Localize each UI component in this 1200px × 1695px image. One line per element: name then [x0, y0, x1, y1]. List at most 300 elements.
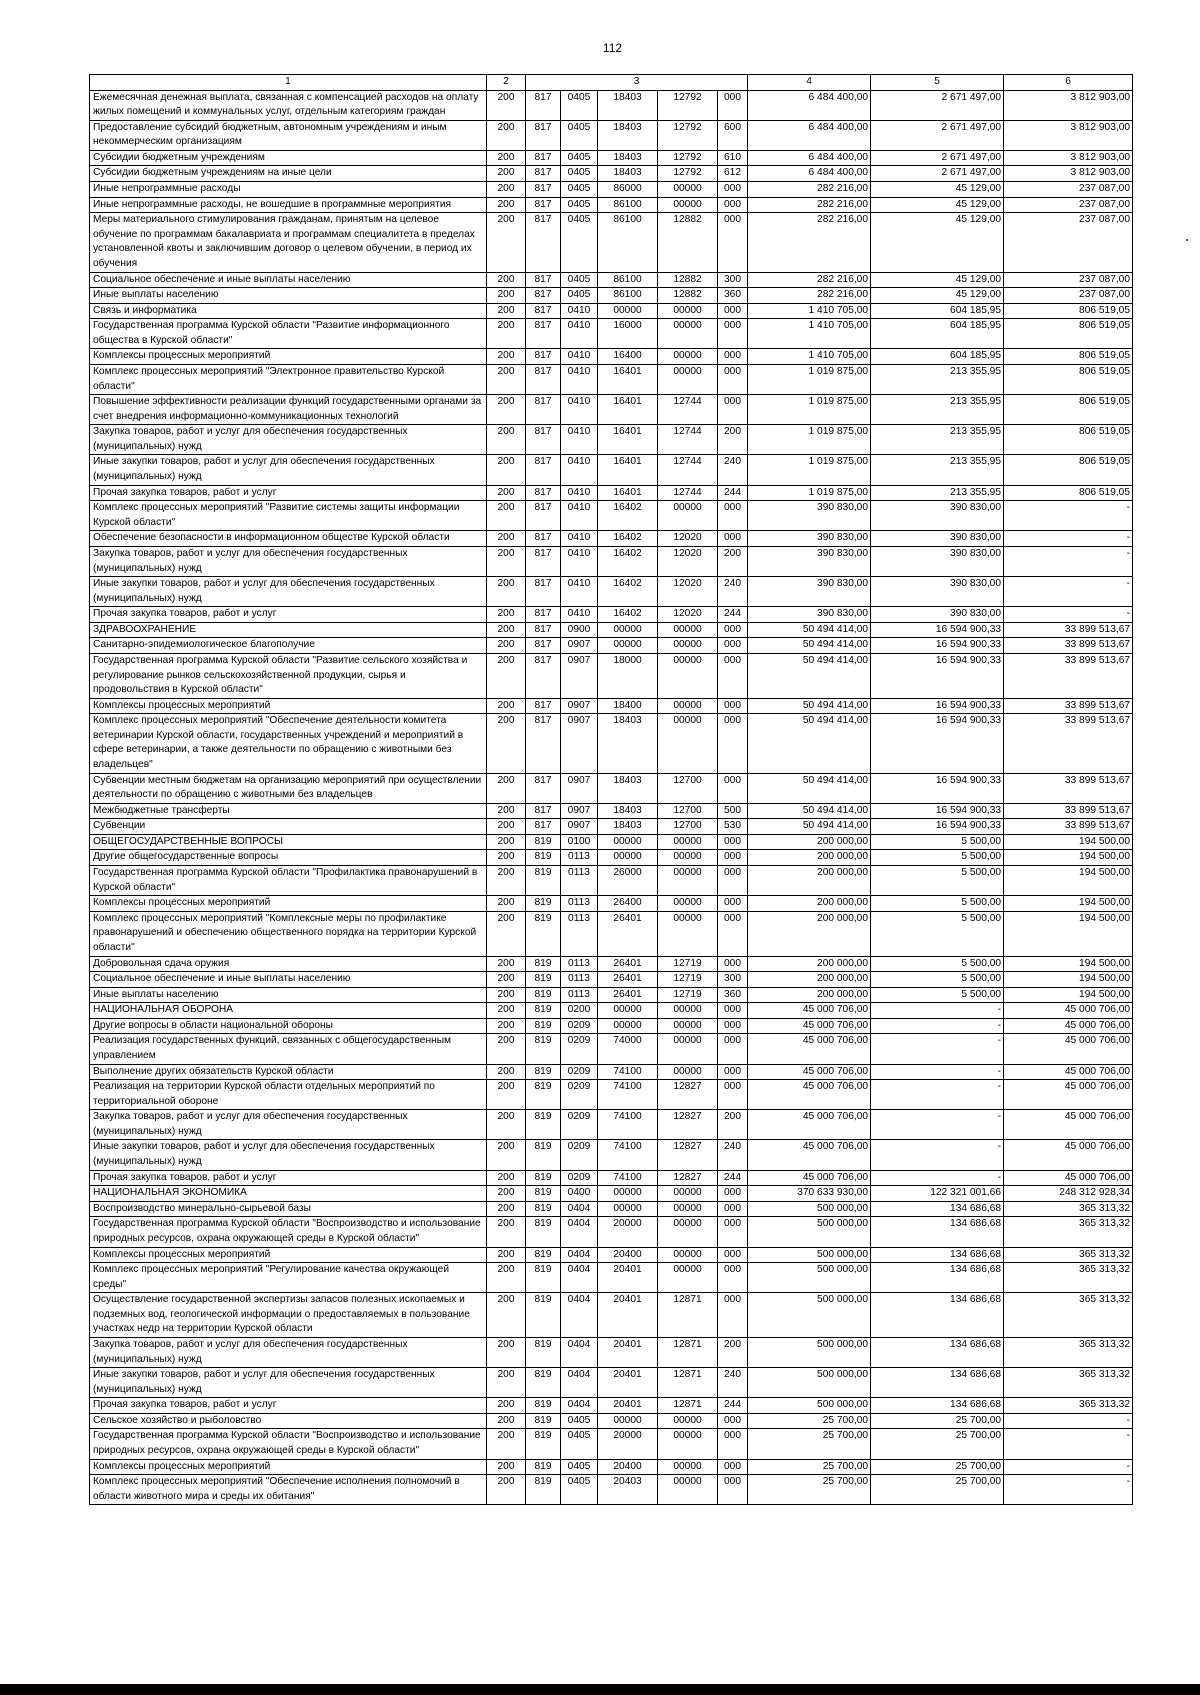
subsection-code-cell: 0113	[561, 956, 598, 972]
executed-amount-cell: 5 500,00	[871, 972, 1004, 988]
program-code-cell: 18403	[598, 120, 658, 150]
section-code-cell: 200	[487, 1003, 526, 1019]
approved-amount-cell: 200 000,00	[748, 972, 871, 988]
ministry-code-cell: 817	[526, 303, 561, 319]
expense-type-cell: 000	[718, 866, 748, 896]
table-row	[90, 90, 1133, 120]
section-code-cell: 200	[487, 1459, 526, 1475]
unexecuted-amount-cell: -	[1004, 546, 1133, 576]
unexecuted-amount-cell: 806 519,05	[1004, 425, 1133, 455]
expense-type-cell: 000	[718, 1217, 748, 1247]
unexecuted-amount-cell: 365 313,32	[1004, 1217, 1133, 1247]
column-number: 4	[748, 75, 871, 91]
table-row	[90, 1337, 1133, 1367]
direction-code-cell: 00000	[658, 197, 718, 213]
executed-amount-cell: 134 686,68	[871, 1337, 1004, 1367]
direction-code-cell: 12020	[658, 577, 718, 607]
program-code-cell: 18403	[598, 773, 658, 803]
column-number: 2	[487, 75, 526, 91]
approved-amount-cell: 282 216,00	[748, 213, 871, 272]
row-name-cell: Ежемесячная денежная выплата, связанная с компенсацией расходов на оплату жилых помещений и коммунальных услуг, отдельным категориям граждан	[90, 90, 487, 120]
executed-amount-cell: 2 671 497,00	[871, 90, 1004, 120]
ministry-code-cell: 819	[526, 1018, 561, 1034]
unexecuted-amount-cell: 365 313,32	[1004, 1201, 1133, 1217]
unexecuted-amount-cell: -	[1004, 1429, 1133, 1459]
row-name-cell: Меры материального стимулирования гражданам, принятым на целевое обучение по программам бакалавриата и программам специалитета в пределах установленной квоты и заключившим договор о целевом обучении, в период их обучения	[90, 213, 487, 272]
program-code-cell: 26000	[598, 866, 658, 896]
ministry-code-cell: 819	[526, 1263, 561, 1293]
approved-amount-cell: 1 019 875,00	[748, 425, 871, 455]
column-number: 3	[526, 75, 748, 91]
ministry-code-cell: 819	[526, 1475, 561, 1505]
unexecuted-amount-cell: 3 812 903,00	[1004, 150, 1133, 166]
executed-amount-cell: 45 129,00	[871, 288, 1004, 304]
section-code-cell: 200	[487, 531, 526, 547]
ministry-code-cell: 819	[526, 1064, 561, 1080]
ministry-code-cell: 819	[526, 1368, 561, 1398]
unexecuted-amount-cell: 33 899 513,67	[1004, 698, 1133, 714]
program-code-cell: 16402	[598, 531, 658, 547]
executed-amount-cell: 390 830,00	[871, 501, 1004, 531]
section-code-cell: 200	[487, 1475, 526, 1505]
direction-code-cell: 12719	[658, 956, 718, 972]
approved-amount-cell: 1 410 705,00	[748, 319, 871, 349]
subsection-code-cell: 0410	[561, 395, 598, 425]
program-code-cell: 00000	[598, 622, 658, 638]
subsection-code-cell: 0209	[561, 1110, 598, 1140]
row-name-cell: Государственная программа Курской области "Развитие сельского хозяйства и регулирование рынков сельскохозяйственной продукции, сырья и продовольствия в Курской области"	[90, 653, 487, 698]
unexecuted-amount-cell: 365 313,32	[1004, 1368, 1133, 1398]
ministry-code-cell: 819	[526, 1293, 561, 1338]
approved-amount-cell: 200 000,00	[748, 834, 871, 850]
row-name-cell: Комплексы процессных мероприятий	[90, 896, 487, 912]
expense-type-cell: 244	[718, 607, 748, 623]
section-code-cell: 200	[487, 395, 526, 425]
expense-type-cell: 000	[718, 1080, 748, 1110]
direction-code-cell: 12827	[658, 1110, 718, 1140]
program-code-cell: 74100	[598, 1110, 658, 1140]
unexecuted-amount-cell: 806 519,05	[1004, 349, 1133, 365]
expense-type-cell: 500	[718, 803, 748, 819]
subsection-code-cell: 0404	[561, 1247, 598, 1263]
row-name-cell: Субвенции местным бюджетам на организацию мероприятий при осуществлении деятельности по обращению с животными без владельцев	[90, 773, 487, 803]
subsection-code-cell: 0900	[561, 622, 598, 638]
table-row	[90, 638, 1133, 654]
unexecuted-amount-cell: -	[1004, 1413, 1133, 1429]
row-name-cell: Государственная программа Курской области "Развитие информационного общества в Курской области"	[90, 319, 487, 349]
program-code-cell: 20400	[598, 1459, 658, 1475]
table-row	[90, 546, 1133, 576]
program-code-cell: 16402	[598, 501, 658, 531]
table-row	[90, 425, 1133, 455]
executed-amount-cell: 213 355,95	[871, 455, 1004, 485]
approved-amount-cell: 500 000,00	[748, 1368, 871, 1398]
executed-amount-cell: 2 671 497,00	[871, 120, 1004, 150]
approved-amount-cell: 1 410 705,00	[748, 303, 871, 319]
table-row	[90, 1263, 1133, 1293]
direction-code-cell: 00000	[658, 698, 718, 714]
subsection-code-cell: 0405	[561, 272, 598, 288]
direction-code-cell: 00000	[658, 911, 718, 956]
approved-amount-cell: 45 000 706,00	[748, 1064, 871, 1080]
table-row	[90, 834, 1133, 850]
row-name-cell: Иные непрограммные расходы	[90, 182, 487, 198]
unexecuted-amount-cell: -	[1004, 501, 1133, 531]
expense-type-cell: 244	[718, 485, 748, 501]
row-name-cell: Иные закупки товаров, работ и услуг для обеспечения государственных (муниципальных) нужд	[90, 577, 487, 607]
row-name-cell: Предоставление субсидий бюджетным, автономным учреждениям и иным некоммерческим организациям	[90, 120, 487, 150]
direction-code-cell: 12827	[658, 1170, 718, 1186]
unexecuted-amount-cell: -	[1004, 607, 1133, 623]
executed-amount-cell: 25 700,00	[871, 1413, 1004, 1429]
direction-code-cell: 00000	[658, 1429, 718, 1459]
section-code-cell: 200	[487, 834, 526, 850]
ministry-code-cell: 819	[526, 1217, 561, 1247]
subsection-code-cell: 0907	[561, 698, 598, 714]
approved-amount-cell: 45 000 706,00	[748, 1080, 871, 1110]
table-row	[90, 622, 1133, 638]
expense-type-cell: 000	[718, 622, 748, 638]
expense-type-cell: 000	[718, 956, 748, 972]
row-name-cell: Межбюджетные трансферты	[90, 803, 487, 819]
expense-type-cell: 240	[718, 455, 748, 485]
subsection-code-cell: 0405	[561, 1429, 598, 1459]
program-code-cell: 26401	[598, 972, 658, 988]
section-code-cell: 200	[487, 1140, 526, 1170]
section-code-cell: 200	[487, 638, 526, 654]
section-code-cell: 200	[487, 911, 526, 956]
expense-type-cell: 244	[718, 1170, 748, 1186]
row-name-cell: Субсидии бюджетным учреждениям	[90, 150, 487, 166]
row-name-cell: Государственная программа Курской области "Воспроизводство и использование природных ресурсов, охрана окружающей среды в Курской области"	[90, 1217, 487, 1247]
executed-amount-cell: 25 700,00	[871, 1459, 1004, 1475]
approved-amount-cell: 50 494 414,00	[748, 653, 871, 698]
direction-code-cell: 00000	[658, 1247, 718, 1263]
unexecuted-amount-cell: 45 000 706,00	[1004, 1080, 1133, 1110]
ministry-code-cell: 817	[526, 166, 561, 182]
unexecuted-amount-cell: 194 500,00	[1004, 850, 1133, 866]
row-name-cell: Субвенции	[90, 819, 487, 835]
ministry-code-cell: 817	[526, 182, 561, 198]
executed-amount-cell: 16 594 900,33	[871, 803, 1004, 819]
direction-code-cell: 12827	[658, 1080, 718, 1110]
executed-amount-cell: 25 700,00	[871, 1475, 1004, 1505]
executed-amount-cell: -	[871, 1080, 1004, 1110]
row-name-cell: Связь и информатика	[90, 303, 487, 319]
approved-amount-cell: 200 000,00	[748, 956, 871, 972]
subsection-code-cell: 0113	[561, 987, 598, 1003]
program-code-cell: 86100	[598, 288, 658, 304]
subsection-code-cell: 0405	[561, 1459, 598, 1475]
unexecuted-amount-cell: 33 899 513,67	[1004, 803, 1133, 819]
executed-amount-cell: -	[871, 1064, 1004, 1080]
table-row	[90, 896, 1133, 912]
expense-type-cell: 600	[718, 120, 748, 150]
unexecuted-amount-cell: 194 500,00	[1004, 972, 1133, 988]
subsection-code-cell: 0113	[561, 972, 598, 988]
ministry-code-cell: 819	[526, 1429, 561, 1459]
subsection-code-cell: 0405	[561, 182, 598, 198]
direction-code-cell: 12744	[658, 455, 718, 485]
subsection-code-cell: 0907	[561, 803, 598, 819]
ministry-code-cell: 817	[526, 638, 561, 654]
row-name-cell: Иные выплаты населению	[90, 288, 487, 304]
expense-type-cell: 240	[718, 577, 748, 607]
approved-amount-cell: 500 000,00	[748, 1293, 871, 1338]
expense-type-cell: 530	[718, 819, 748, 835]
unexecuted-amount-cell: 365 313,32	[1004, 1398, 1133, 1414]
approved-amount-cell: 200 000,00	[748, 911, 871, 956]
row-name-cell: Воспроизводство минерально-сырьевой базы	[90, 1201, 487, 1217]
subsection-code-cell: 0405	[561, 90, 598, 120]
section-code-cell: 200	[487, 1201, 526, 1217]
ministry-code-cell: 817	[526, 272, 561, 288]
unexecuted-amount-cell: 3 812 903,00	[1004, 120, 1133, 150]
section-code-cell: 200	[487, 1413, 526, 1429]
executed-amount-cell: 16 594 900,33	[871, 773, 1004, 803]
table-row	[90, 866, 1133, 896]
program-code-cell: 86100	[598, 213, 658, 272]
subsection-code-cell: 0405	[561, 166, 598, 182]
expense-type-cell: 000	[718, 896, 748, 912]
subsection-code-cell: 0113	[561, 911, 598, 956]
section-code-cell: 200	[487, 714, 526, 773]
unexecuted-amount-cell: 365 313,32	[1004, 1247, 1133, 1263]
subsection-code-cell: 0907	[561, 638, 598, 654]
unexecuted-amount-cell: 194 500,00	[1004, 956, 1133, 972]
section-code-cell: 200	[487, 819, 526, 835]
ministry-code-cell: 819	[526, 972, 561, 988]
expense-type-cell: 000	[718, 911, 748, 956]
row-name-cell: Комплексы процессных мероприятий	[90, 1459, 487, 1475]
program-code-cell: 18403	[598, 819, 658, 835]
approved-amount-cell: 25 700,00	[748, 1429, 871, 1459]
row-name-cell: Выполнение других обязательств Курской области	[90, 1064, 487, 1080]
ministry-code-cell: 819	[526, 896, 561, 912]
table-row	[90, 653, 1133, 698]
approved-amount-cell: 390 830,00	[748, 546, 871, 576]
section-code-cell: 200	[487, 577, 526, 607]
direction-code-cell: 12719	[658, 987, 718, 1003]
ministry-code-cell: 819	[526, 850, 561, 866]
unexecuted-amount-cell: 194 500,00	[1004, 866, 1133, 896]
program-code-cell: 26401	[598, 911, 658, 956]
table-body	[90, 90, 1133, 1505]
ministry-code-cell: 819	[526, 1337, 561, 1367]
unexecuted-amount-cell: 194 500,00	[1004, 911, 1133, 956]
subsection-code-cell: 0100	[561, 834, 598, 850]
program-code-cell: 20401	[598, 1293, 658, 1338]
table-row	[90, 166, 1133, 182]
expense-type-cell: 000	[718, 182, 748, 198]
ministry-code-cell: 819	[526, 1201, 561, 1217]
bottom-scan-border	[0, 1684, 1200, 1695]
expense-type-cell: 000	[718, 90, 748, 120]
subsection-code-cell: 0410	[561, 485, 598, 501]
table-row	[90, 1217, 1133, 1247]
direction-code-cell: 00000	[658, 1263, 718, 1293]
unexecuted-amount-cell: 237 087,00	[1004, 288, 1133, 304]
unexecuted-amount-cell: 3 812 903,00	[1004, 166, 1133, 182]
program-code-cell: 00000	[598, 1186, 658, 1202]
program-code-cell: 20401	[598, 1368, 658, 1398]
expense-type-cell: 000	[718, 1413, 748, 1429]
approved-amount-cell: 50 494 414,00	[748, 622, 871, 638]
direction-code-cell: 12871	[658, 1398, 718, 1414]
row-name-cell: Комплекс процессных мероприятий "Электронное правительство Курской области"	[90, 364, 487, 394]
program-code-cell: 00000	[598, 1413, 658, 1429]
unexecuted-amount-cell: 33 899 513,67	[1004, 653, 1133, 698]
direction-code-cell: 00000	[658, 834, 718, 850]
table-row	[90, 1080, 1133, 1110]
approved-amount-cell: 200 000,00	[748, 866, 871, 896]
executed-amount-cell: 5 500,00	[871, 866, 1004, 896]
expense-type-cell: 000	[718, 714, 748, 773]
unexecuted-amount-cell: 45 000 706,00	[1004, 1110, 1133, 1140]
table-row	[90, 1475, 1133, 1505]
approved-amount-cell: 1 019 875,00	[748, 485, 871, 501]
table-row	[90, 1368, 1133, 1398]
executed-amount-cell: 16 594 900,33	[871, 653, 1004, 698]
subsection-code-cell: 0410	[561, 364, 598, 394]
direction-code-cell: 00000	[658, 1201, 718, 1217]
row-name-cell: Комплексы процессных мероприятий	[90, 349, 487, 365]
program-code-cell: 74100	[598, 1140, 658, 1170]
row-name-cell: Закупка товаров, работ и услуг для обеспечения государственных (муниципальных) нужд	[90, 546, 487, 576]
table-row	[90, 364, 1133, 394]
unexecuted-amount-cell: 365 313,32	[1004, 1293, 1133, 1338]
section-code-cell: 200	[487, 1263, 526, 1293]
program-code-cell: 16402	[598, 607, 658, 623]
program-code-cell: 86100	[598, 197, 658, 213]
approved-amount-cell: 200 000,00	[748, 896, 871, 912]
direction-code-cell: 12744	[658, 485, 718, 501]
expense-type-cell: 200	[718, 1110, 748, 1140]
unexecuted-amount-cell: 806 519,05	[1004, 455, 1133, 485]
ministry-code-cell: 817	[526, 803, 561, 819]
table-row	[90, 150, 1133, 166]
approved-amount-cell: 6 484 400,00	[748, 150, 871, 166]
expense-type-cell: 000	[718, 319, 748, 349]
table-row	[90, 120, 1133, 150]
ministry-code-cell: 817	[526, 425, 561, 455]
unexecuted-amount-cell: 248 312 928,34	[1004, 1186, 1133, 1202]
executed-amount-cell: 213 355,95	[871, 395, 1004, 425]
executed-amount-cell: -	[871, 1034, 1004, 1064]
expense-type-cell: 000	[718, 303, 748, 319]
approved-amount-cell: 50 494 414,00	[748, 773, 871, 803]
subsection-code-cell: 0113	[561, 896, 598, 912]
expense-type-cell: 000	[718, 1064, 748, 1080]
approved-amount-cell: 45 000 706,00	[748, 1110, 871, 1140]
program-code-cell: 16400	[598, 349, 658, 365]
page-number: 112	[602, 41, 623, 55]
row-name-cell: Прочая закупка товаров, работ и услуг	[90, 485, 487, 501]
expense-type-cell: 244	[718, 1398, 748, 1414]
ministry-code-cell: 819	[526, 1413, 561, 1429]
table-row	[90, 1201, 1133, 1217]
direction-code-cell: 00000	[658, 303, 718, 319]
executed-amount-cell: 5 500,00	[871, 850, 1004, 866]
executed-amount-cell: 16 594 900,33	[871, 622, 1004, 638]
row-name-cell: ЗДРАВООХРАНЕНИЕ	[90, 622, 487, 638]
program-code-cell: 20400	[598, 1247, 658, 1263]
direction-code-cell: 00000	[658, 1475, 718, 1505]
approved-amount-cell: 370 633 930,00	[748, 1186, 871, 1202]
expense-type-cell: 000	[718, 213, 748, 272]
section-code-cell: 200	[487, 698, 526, 714]
approved-amount-cell: 6 484 400,00	[748, 166, 871, 182]
approved-amount-cell: 390 830,00	[748, 531, 871, 547]
table-row	[90, 1459, 1133, 1475]
table-row	[90, 972, 1133, 988]
executed-amount-cell: -	[871, 1140, 1004, 1170]
budget-table	[89, 74, 1133, 1505]
executed-amount-cell: 5 500,00	[871, 834, 1004, 850]
subsection-code-cell: 0907	[561, 714, 598, 773]
direction-code-cell: 12020	[658, 607, 718, 623]
unexecuted-amount-cell: 45 000 706,00	[1004, 1034, 1133, 1064]
subsection-code-cell: 0209	[561, 1064, 598, 1080]
direction-code-cell: 12871	[658, 1368, 718, 1398]
unexecuted-amount-cell: 3 812 903,00	[1004, 90, 1133, 120]
row-name-cell: Комплексы процессных мероприятий	[90, 698, 487, 714]
table-row	[90, 182, 1133, 198]
approved-amount-cell: 390 830,00	[748, 501, 871, 531]
section-code-cell: 200	[487, 1186, 526, 1202]
row-name-cell: Сельское хозяйство и рыболовство	[90, 1413, 487, 1429]
approved-amount-cell: 1 019 875,00	[748, 395, 871, 425]
section-code-cell: 200	[487, 1217, 526, 1247]
expense-type-cell: 610	[718, 150, 748, 166]
program-code-cell: 20401	[598, 1337, 658, 1367]
table-row	[90, 1293, 1133, 1338]
program-code-cell: 20403	[598, 1475, 658, 1505]
program-code-cell: 00000	[598, 1018, 658, 1034]
unexecuted-amount-cell: 237 087,00	[1004, 213, 1133, 272]
program-code-cell: 20000	[598, 1217, 658, 1247]
direction-code-cell: 00000	[658, 319, 718, 349]
direction-code-cell: 00000	[658, 866, 718, 896]
subsection-code-cell: 0410	[561, 501, 598, 531]
expense-type-cell: 000	[718, 773, 748, 803]
table-row	[90, 698, 1133, 714]
program-code-cell: 00000	[598, 638, 658, 654]
table-row	[90, 485, 1133, 501]
approved-amount-cell: 45 000 706,00	[748, 1140, 871, 1170]
row-name-cell: Социальное обеспечение и иные выплаты населению	[90, 272, 487, 288]
executed-amount-cell: 390 830,00	[871, 577, 1004, 607]
executed-amount-cell: 134 686,68	[871, 1201, 1004, 1217]
ministry-code-cell: 817	[526, 90, 561, 120]
section-code-cell: 200	[487, 213, 526, 272]
approved-amount-cell: 200 000,00	[748, 987, 871, 1003]
table-row	[90, 1186, 1133, 1202]
expense-type-cell: 200	[718, 546, 748, 576]
ministry-code-cell: 817	[526, 653, 561, 698]
section-code-cell: 200	[487, 1170, 526, 1186]
approved-amount-cell: 45 000 706,00	[748, 1018, 871, 1034]
executed-amount-cell: 16 594 900,33	[871, 819, 1004, 835]
ministry-code-cell: 817	[526, 349, 561, 365]
executed-amount-cell: 25 700,00	[871, 1429, 1004, 1459]
direction-code-cell: 00000	[658, 638, 718, 654]
program-code-cell: 18000	[598, 653, 658, 698]
executed-amount-cell: 604 185,95	[871, 319, 1004, 349]
expense-type-cell: 000	[718, 698, 748, 714]
row-name-cell: Иные закупки товаров, работ и услуг для обеспечения государственных (муниципальных) нужд	[90, 455, 487, 485]
approved-amount-cell: 282 216,00	[748, 182, 871, 198]
